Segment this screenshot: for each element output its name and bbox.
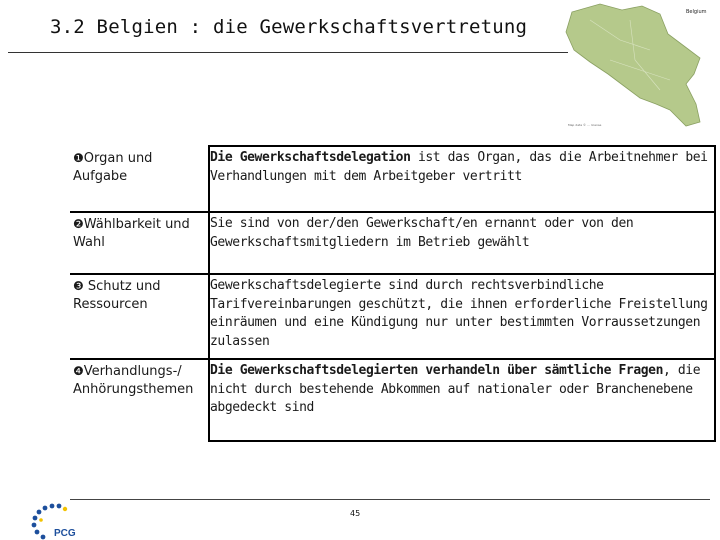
page-number: 45 xyxy=(350,509,361,518)
belgium-map xyxy=(560,0,720,130)
title-divider xyxy=(8,52,568,53)
row-divider xyxy=(70,273,716,275)
row-label-text: Wählbarkeit und Wahl xyxy=(73,217,190,250)
number-4-icon: ❹ xyxy=(73,364,84,378)
table-row xyxy=(70,273,716,358)
table-row xyxy=(70,145,716,211)
number-1-icon: ❶ xyxy=(73,151,84,165)
logo-text: PCG xyxy=(54,528,76,539)
number-2-icon: ❷ xyxy=(73,217,84,231)
row-description xyxy=(210,149,712,186)
row-description-text: Gewerkschaftsdelegierte sind durch rechtsverbindliche Tarifvereinbarungen geschützt, die ihnen erforderliche Freistellung einräumen und eine Kündigung nur unter bestimmten Vorraussetzungen zulassen xyxy=(210,278,708,349)
row-label-text: Verhandlungs-/ Anhörungsthemen xyxy=(73,364,194,397)
row-description xyxy=(210,277,712,351)
row-description xyxy=(210,215,712,252)
table-row xyxy=(70,358,716,442)
belgium-map-shape xyxy=(566,4,700,126)
row-description-text: , die nicht durch bestehende Abkommen auf nationaler oder Branchenebene abgedeckt sind xyxy=(210,363,701,415)
row-label-text: Organ und Aufgabe xyxy=(73,151,153,184)
map-caption: Belgium xyxy=(686,9,707,15)
row-description xyxy=(210,362,712,418)
row-description-text: ist das Organ, das die Arbeitnehmer bei Verhandlungen mit dem Arbeitgeber vertritt xyxy=(210,150,708,184)
column-divider xyxy=(208,145,210,442)
row-divider xyxy=(70,211,716,213)
footer-divider xyxy=(70,499,710,500)
row-label xyxy=(73,149,207,186)
slide-title: 3.2 Belgien : die Gewerkschaftsvertretung xyxy=(50,16,528,38)
number-3-icon: ❸ xyxy=(73,279,84,293)
row-label-text: Schutz und Ressourcen xyxy=(73,279,161,312)
row-divider xyxy=(70,358,716,360)
table-row xyxy=(70,211,716,273)
map-source: Map data © … license xyxy=(568,123,602,127)
info-table xyxy=(70,145,716,442)
row-label xyxy=(73,362,207,399)
row-label xyxy=(73,277,207,314)
table-bottom-border xyxy=(208,440,716,442)
row-description-bold: Die Gewerkschaftsdelegierten verhandeln über sämtliche Fragen xyxy=(210,363,664,378)
row-description-text: Sie sind von der/den Gewerkschaft/en ernannt oder von den Gewerkschaftsmitgliedern im Betrieb gewählt xyxy=(210,216,634,250)
row-description-bold: Die Gewerkschaftsdelegation xyxy=(210,150,411,165)
row-label xyxy=(73,215,207,252)
table-right-border xyxy=(714,145,716,442)
table-top-border xyxy=(208,145,716,147)
